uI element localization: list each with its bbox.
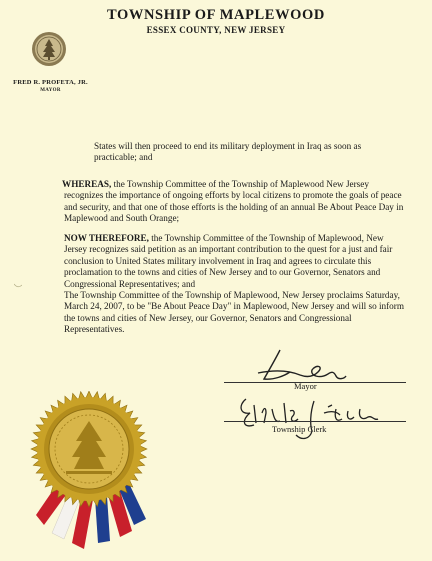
proclamation-paragraph: The Township Committee of the Township of Maplewood, New Jersey proclaims Saturday, March 24, 2007, to be "Be About Peace Day" in Maplewood, New Jersey and will so inform the towns and cities of New Jersey, our Governor, Senators and Congressional Representatives. (64, 290, 404, 335)
paragraph-1: States will then proceed to end its military deployment in Iraq as soon as practicable; and (94, 141, 362, 163)
clerk-signature-line (224, 421, 406, 422)
whereas-lead: WHEREAS, (62, 179, 112, 189)
mayor-signature-icon (228, 346, 358, 386)
gold-seal-ribbon-icon (14, 391, 154, 561)
county-subtitle: ESSEX COUNTY, NEW JERSEY (146, 25, 286, 35)
whereas-paragraph (64, 179, 404, 225)
township-title: TOWNSHIP OF MAPLEWOOD (106, 7, 326, 23)
township-seal-icon (31, 31, 67, 67)
now-therefore-lead: NOW THEREFORE, (64, 233, 149, 243)
paper-mark-icon (14, 283, 22, 288)
mayor-title: MAYOR (40, 88, 61, 93)
mayor-label: Mayor (294, 381, 317, 391)
now-therefore-paragraph (64, 233, 404, 290)
whereas-text: the Township Committee of the Township of Maplewood New Jersey recognizes the importance of ongoing efforts by local citizens to promote the goals of peace and security, and that one of those efforts is the holding of an annual Be About Peace Day in Maplewood and South Orange; (64, 179, 404, 224)
clerk-signature-icon (232, 391, 392, 447)
mayor-name: FRED R. PROFETA, JR. (13, 79, 88, 86)
clerk-label: Township Clerk (272, 424, 327, 434)
now-therefore-text: the Township Committee of the Township of Maplewood, New Jersey recognizes said petition as an important contribution to the quest for a just and fair conclusion to United States military involvement in Iraq and agrees to circulate this proclamation to the towns and cities of New Jersey and to our Governor, Senators and Congressional Representatives; and (64, 233, 393, 289)
